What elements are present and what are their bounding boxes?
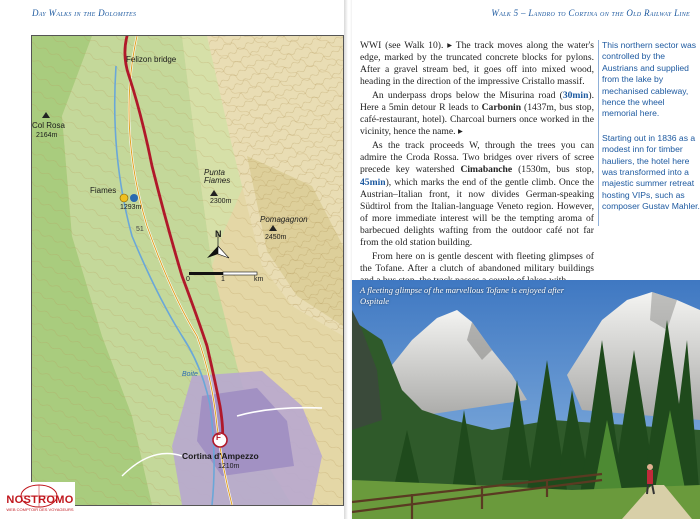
map-label-pomagagnon-alt: 2450m bbox=[265, 234, 287, 241]
body-paragraph bbox=[360, 40, 594, 88]
time-marker: 30min bbox=[562, 90, 589, 102]
body-text-run: As the track proceeds W, through the trees you can admire the Croda Rossa. Two bridges over rivers of scree precede key watershed bbox=[360, 140, 594, 176]
logo-name: NOSTROMO bbox=[6, 494, 74, 506]
body-text-run: ), which marks the end of the gentle climb. Once the Austrian–Italian front, it now divides German-speaking Südtirol from the Italian-language Veneto region. However, of more immediate interest will be the tempting aroma of barbecued delights wafting from the outdoor café not far from the old station building. bbox=[360, 176, 594, 248]
right-page bbox=[352, 0, 700, 519]
running-head-left: Day Walks in the Dolomites bbox=[32, 8, 137, 18]
sidebar-notes bbox=[598, 40, 700, 226]
sidebar-note: This northern sector was controlled by the Austrians and supplied from the lake by mechanised cableway, hence the wheel memorial here. bbox=[602, 40, 697, 119]
photo-caption: A fleeting glimpse of the marvellous Tofane is enjoyed after Ospitale bbox=[360, 285, 565, 306]
map-label-col-rosa-alt: 2164m bbox=[36, 132, 58, 139]
map-label-scale-unit: km bbox=[254, 276, 264, 283]
map-label-felizon-bridge: Felizon bridge bbox=[126, 55, 177, 64]
map-label-cortina: Cortina d'Ampezzo bbox=[182, 451, 259, 461]
map-label-scale-one: 1 bbox=[221, 276, 225, 283]
body-text-run: ). Here a 5min detour R leads to bbox=[360, 90, 594, 114]
map-label-pomagagnon: Pomagagnon bbox=[260, 215, 308, 224]
time-marker: 45min bbox=[360, 176, 386, 188]
map-label-river: Boite bbox=[182, 371, 198, 378]
logo-tagline: WEB COMPTOIR DES VOYAGEURS bbox=[6, 507, 74, 512]
body-text-run: WWI (see Walk 10). ▸ The track moves along the water's edge, marked by the truncated concrete blocks for pylons. After a gravel stream bed, it goes off into mixed wood, heading in the direction of the impressive Cristallo massif. bbox=[360, 40, 594, 88]
body-text-run: From here on is gentle descent with fleeting glimpses of the Tofane. After a clutch of abandoned military buildings bbox=[360, 250, 594, 274]
body-paragraph bbox=[360, 140, 594, 248]
map-label-punta-fiames-alt: 2300m bbox=[210, 198, 232, 205]
running-head-right: Walk 5 – Landro to Cortina on the Old Railway Line bbox=[491, 8, 690, 18]
photo-canvas bbox=[352, 280, 700, 519]
body-text bbox=[360, 40, 594, 289]
place-name: Cimabanche bbox=[460, 164, 513, 176]
map-label-road-51: 51 bbox=[136, 226, 144, 233]
place-name: Carbonin bbox=[481, 102, 522, 114]
map-label-scale-zero: 0 bbox=[186, 276, 190, 283]
map-label-fiames-alt: 1293m bbox=[120, 204, 142, 211]
publisher-logo bbox=[3, 482, 75, 516]
body-text-run: (1530m, bus stop, bbox=[512, 164, 594, 176]
left-page bbox=[0, 0, 346, 519]
map-label-col-rosa: Col Rosa bbox=[32, 121, 65, 130]
body-text-run: An underpass drops below the Misurina road ( bbox=[372, 90, 563, 102]
tofane-photo bbox=[352, 280, 700, 519]
bus-stop-icon bbox=[130, 194, 138, 202]
scale-bar bbox=[189, 272, 257, 275]
body-paragraph bbox=[360, 90, 594, 138]
fiames-marker-icon bbox=[120, 194, 128, 202]
body-text-run: (1437m, bus stop, café-restaurant, hotel). Charcoal burners once worked in the vicinity, hence the name. ▸ bbox=[360, 102, 594, 138]
map-label-cortina-alt: 1210m bbox=[218, 463, 240, 470]
map-label-finish-marker: F bbox=[216, 433, 221, 442]
route-map bbox=[31, 35, 344, 506]
sidebar-note: Starting out in 1836 as a modest inn for timber hauliers, the hotel here was transformed into a majestic summer retreat hosting VIPs, such as composer Gustav Mahler. bbox=[602, 132, 700, 212]
map-label-north: N bbox=[215, 229, 222, 239]
map-label-fiames: Fiames bbox=[90, 186, 117, 195]
map-canvas bbox=[32, 36, 343, 505]
map-label-punta-fiames: Punta Fiames bbox=[204, 168, 231, 186]
